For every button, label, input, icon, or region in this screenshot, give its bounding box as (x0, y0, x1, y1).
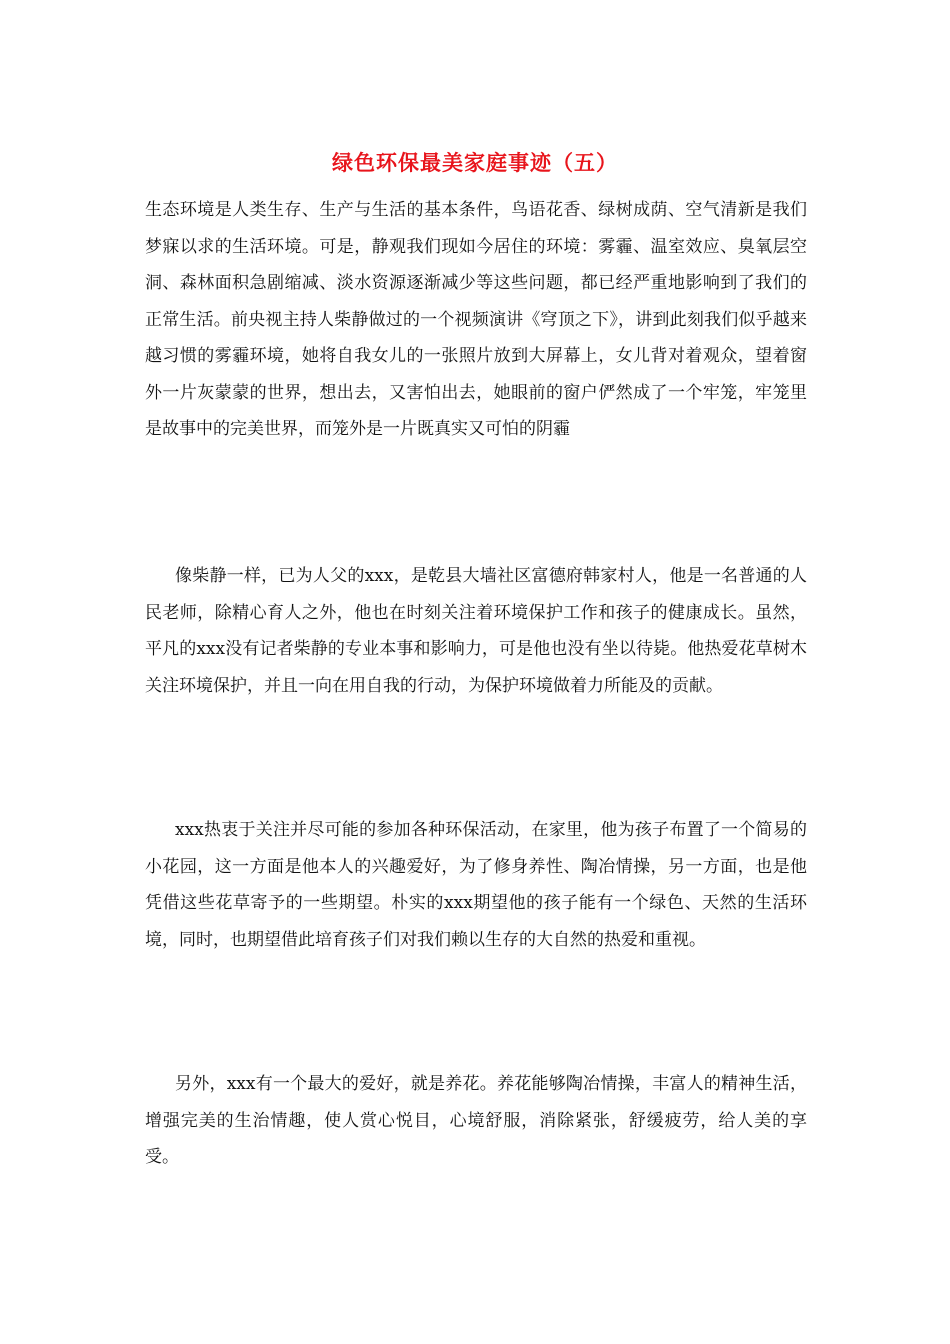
document-title: 绿色环保最美家庭事迹（五） (332, 150, 618, 175)
paragraph-3: xxx热衷于关注并尽可能的参加各种环保活动，在家里，他为孩子布置了一个简易的小花园，这一方面是他本人的兴趣爱好，为了修身养性、陶冶情操，另一方面，也是他凭借这些花草寄予的一些期望。朴实的xxx期望他的孩子能有一个绿色、天然的生活环境，同时，也期望借此培育孩子们对我们赖以生存的大自然的热爱和重视。 (145, 820, 807, 950)
paragraph-1: 生态环境是人类生存、生产与生活的基本条件，鸟语花香、绿树成荫、空气清新是我们梦寐以求的生活环境。可是，静观我们现如今居住的环境：雾霾、温室效应、臭氧层空洞、森林面积急剧缩减、淡水资源逐渐减少等这些问题，都已经严重地影响到了我们的正常生活。前央视主持人柴静做过的一个视频演讲《穹顶之下》，讲到此刻我们似乎越来越习惯的雾霾环境，她将自我女儿的一张照片放到大屏幕上，女儿背对着观众，望着窗外一片灰蒙蒙的世界，想出去，又害怕出去，她眼前的窗户俨然成了一个牢笼，牢笼里是故事中的完美世界，而笼外是一片既真实又可怕的阴霾 (145, 200, 807, 439)
paragraph-4: 另外，xxx有一个最大的爱好，就是养花。养花能够陶冶情操，丰富人的精神生活，增强完美的生治情趣，使人赏心悦目，心境舒服，消除紧张，舒缓疲劳，给人美的享受。 (145, 1074, 807, 1167)
paragraph-2: 像柴静一样，已为人父的xxx，是乾县大墙社区富德府韩家村人，他是一名普通的人民老师，除精心育人之外，他也在时刻关注着环境保护工作和孩子的健康成长。虽然，平凡的xxx没有记者柴静的专业本事和影响力，可是他也没有坐以待毙。他热爱花草树木关注环境保护，并且一向在用自我的行动，为保护环境做着力所能及的贡献。 (145, 566, 807, 696)
